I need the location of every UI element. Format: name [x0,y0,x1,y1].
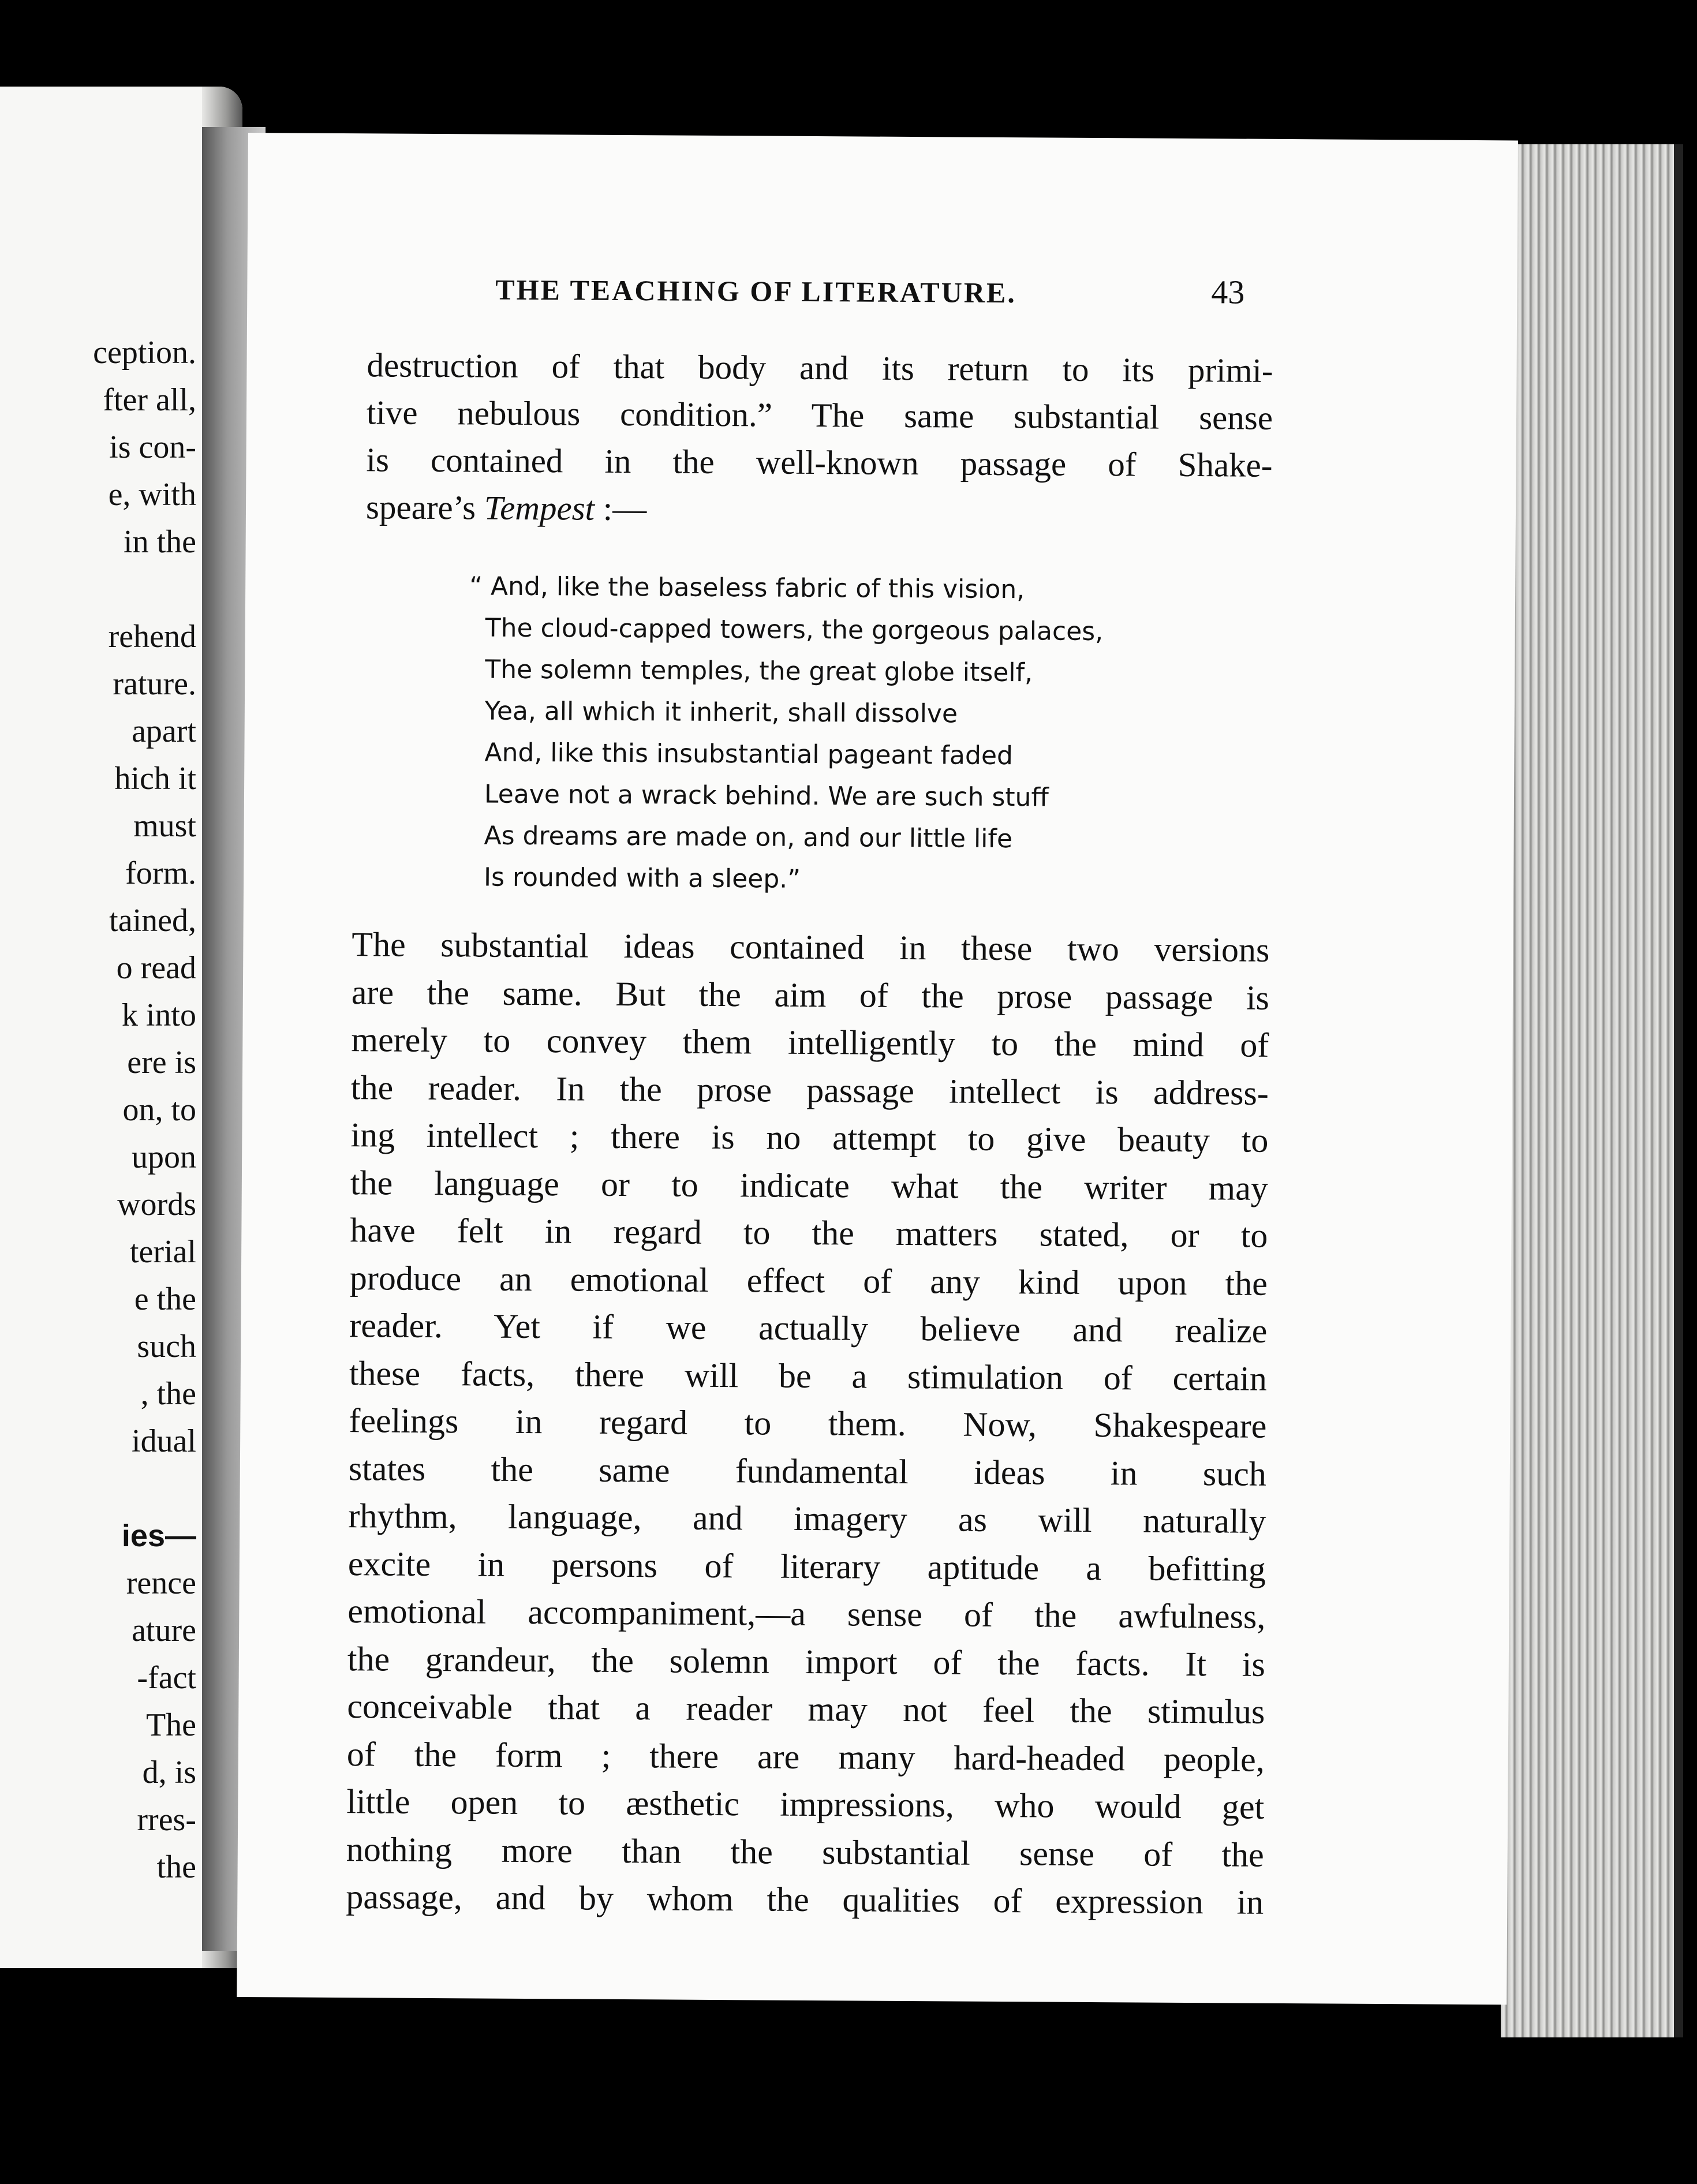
text-line: are the same. But the aim of the prose passage is [351,973,1270,1017]
text-line: is contained in the well-known passage of Shake- [366,440,1273,484]
text-line: little open to æsthetic impressions, who would get [346,1782,1265,1826]
verse-line: Is rounded with a sleep.” [483,862,801,894]
text-line: states the same fundamental ideas in such [348,1449,1267,1493]
verse-line: The solemn temples, the great globe itself, [485,655,1033,688]
left-page-line: d, is [142,1755,196,1790]
left-page-line: on, to [122,1092,196,1128]
text-line: ing intellect ; there is no attempt to give beauty to [350,1116,1269,1160]
left-page-line: k into [121,997,196,1033]
left-page-line: terial [129,1234,196,1270]
left-page-line: -fact [137,1660,196,1696]
left-page-line: hich it [114,761,196,796]
paragraph-2 [346,921,1270,1926]
right-page [237,133,1518,2005]
left-page-line: , the [140,1376,196,1412]
text-line: reader. Yet if we actually believe and realize [349,1306,1268,1350]
left-page-line: e the [134,1281,196,1317]
text-line: the grandeur, the solemn import of the facts. It is [347,1639,1266,1684]
left-page-line: ies— [121,1519,196,1553]
left-page-line: ature [132,1613,196,1648]
left-page-line [0,1465,196,1512]
text-fragment: speare’s [365,488,485,527]
text-line: conceivable that a reader may not feel the stimulus [347,1687,1265,1731]
text-line: have felt in regard to the matters stated, or to [350,1211,1268,1255]
left-page-line: ception. [93,335,196,371]
left-page-line: e, with [108,477,196,513]
text-line: tive nebulous condition.” The same substantial sense [366,393,1273,437]
left-page-line: o read [116,950,196,986]
left-page-line: rature. [113,666,196,702]
left-page-line: the [156,1849,196,1885]
text-line: produce an emotional effect of any kind upon the [349,1258,1268,1303]
text-line: of the form ; there are many hard-headed people, [346,1734,1265,1779]
text-line [366,483,1272,536]
text-line: these facts, there will be a stimulation of certain [349,1353,1268,1398]
left-page-line: is con- [109,429,196,465]
text-line: rhythm, language, and imagery as will naturally [348,1497,1266,1540]
text-fragment: :— [594,489,647,528]
text-line: emotional accompaniment,—a sense of the awfulness, [347,1592,1266,1636]
text-line: nothing more than the substantial sense of the [346,1830,1265,1874]
left-page-line: idual [132,1423,196,1459]
left-page-line: rres- [137,1802,196,1838]
body-text [346,341,1273,1926]
left-page-line: words [117,1187,196,1222]
verse-line: As dreams are made on, and our little life [484,821,1013,854]
left-page-line: fter all, [103,382,196,418]
text-line: destruction of that body and its return to its primi- [367,346,1273,390]
left-page-line: in the [124,524,196,560]
page-number: 43 [1211,273,1245,311]
verse-line: The cloud-capped towers, the gorgeous palaces, [485,613,1104,647]
verse-line: Leave not a wrack behind. We are such stuff [484,779,1049,813]
text-line: passage, and by whom the qualities of expression in [346,1878,1264,1921]
verse-line: Yea, all which it inherit, shall dissolve [484,696,958,729]
text-line: the reader. In the prose passage intellect is address- [350,1068,1269,1112]
left-page-line: apart [132,713,196,749]
text-line: merely to convey them intelligently to the mind of [351,1020,1269,1064]
left-page-line: such [137,1329,196,1364]
left-page-line: ere is [127,1045,196,1080]
text-line: excite in persons of literary aptitude a befitting [347,1544,1266,1588]
left-page-line: rehend [108,619,196,655]
verse-line: And, like this insubstantial pageant faded [484,738,1014,771]
left-page-line: The [145,1707,196,1743]
text-line: feelings in regard to them. Now, Shakespeare [349,1401,1267,1445]
page-edges [1501,144,1683,2037]
running-title: THE TEACHING OF LITERATURE. [495,273,1016,309]
left-page-text [0,329,196,1891]
left-page-line: form. [125,855,196,891]
left-page-line [0,566,196,613]
text-line: the language or to indicate what the writer may [350,1163,1269,1207]
verse-quote [468,566,1162,902]
left-page-line: must [133,808,196,844]
left-page-line: rence [126,1565,196,1601]
text-line: The substantial ideas contained in these two versions [352,925,1270,969]
italic-title: Tempest [484,488,595,528]
left-page-line: tained, [109,903,196,938]
left-page-line: upon [132,1139,196,1175]
verse-line: “ And, like the baseless fabric of this vision, [469,571,1025,605]
paragraph-1 [366,341,1273,536]
